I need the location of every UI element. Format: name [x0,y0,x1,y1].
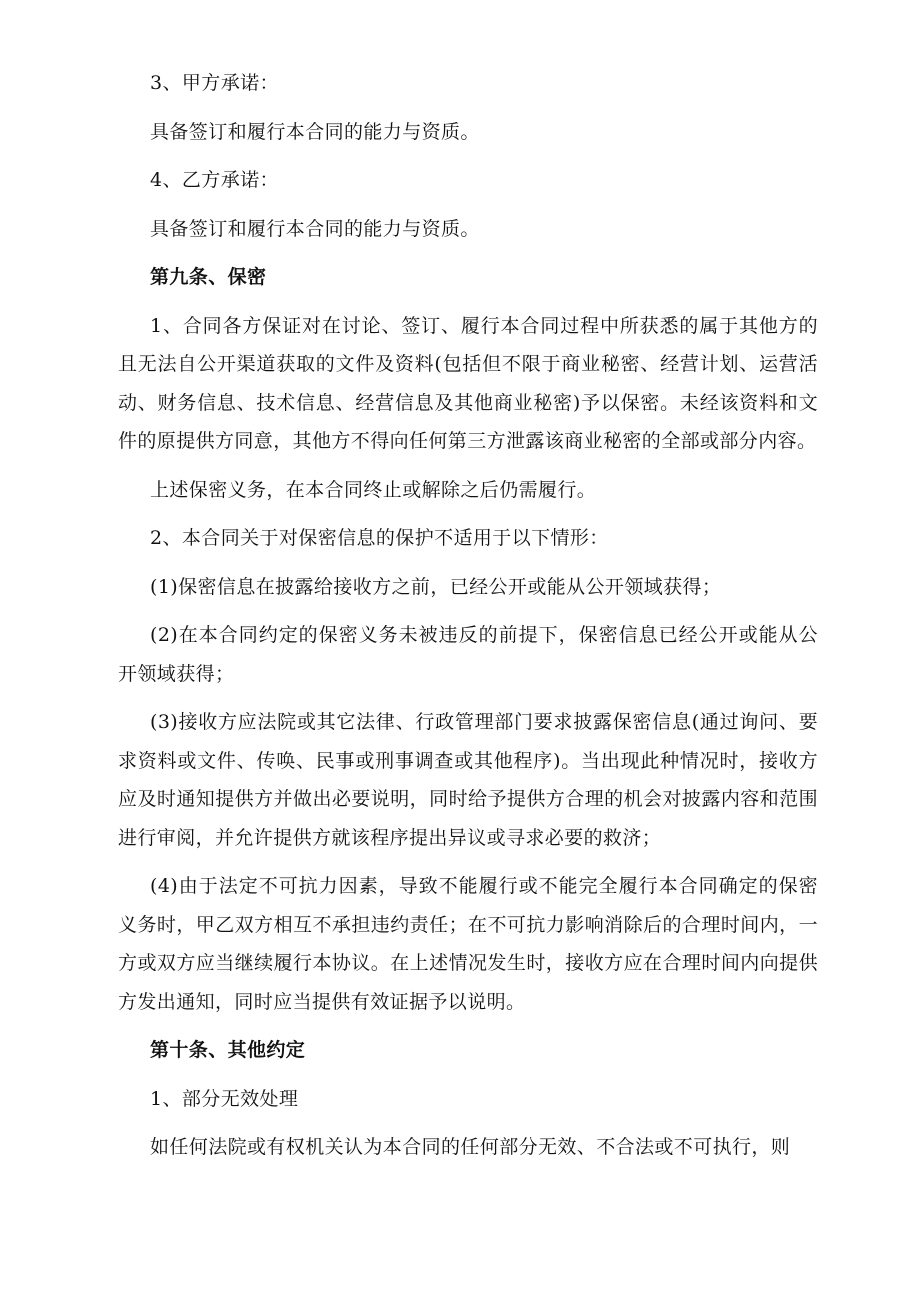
partial-invalidity-title: 1、部分无效处理 [150,1087,299,1110]
document-body [118,64,818,1177]
exception-item-1: (1)保密信息在披露给接收方之前，已经公开或能从公开领域获得； [150,575,722,598]
partial-invalidity-text: 如任何法院或有权机关认为本合同的任何部分无效、不合法或不可执行，则 [150,1136,791,1158]
article-10-heading: 第十条、其他约定 [150,1039,306,1061]
party-a-commitment-text: 具备签订和履行本合同的能力与资质。 [150,120,480,143]
exception-item-3: (3)接收方应法院或其它法律、行政管理部门要求披露保密信息(通过询问、要求资料或文件、传唤、民事或刑事调查或其他程序)。当出现此种情况时，接收方应及时通知提供方并做出必要说明，同时给予提供方合理的机会对披露内容和范围进行审阅，并允许提供方就该程序提出异议或寻求必要的救济； [118,711,818,849]
clause-3-party-a-commitment: 3、甲方承诺： [150,72,279,94]
exception-item-2: (2)在本合同约定的保密义务未被违反的前提下，保密信息已经公开或能从公开领域获得； [118,624,818,685]
clause-4-party-b-commitment: 4、乙方承诺： [150,169,279,191]
confidentiality-clause-1: 1、合同各方保证对在讨论、签订、履行本合同过程中所获悉的属于其他方的且无法自公开渠道获取的文件及资料(包括但不限于商业秘密、经营计划、运营活动、财务信息、技术信息、经营信息及其他商业秘密)予以保密。未经该资料和文件的原提供方同意，其他方不得向任何第三方泄露该商业秘密的全部或部分内容。 [118,314,818,452]
party-b-commitment-text: 具备签订和履行本合同的能力与资质。 [150,217,480,240]
article-9-heading: 第九条、保密 [150,266,267,288]
confidentiality-clause-2: 2、本合同关于对保密信息的保护不适用于以下情形： [150,527,609,549]
exception-item-4: (4)由于法定不可抗力因素，导致不能履行或不能完全履行本合同确定的保密义务时，甲乙双方相互不承担违约责任；在不可抗力影响消除后的合理时间内，一方或双方应当继续履行本协议。在上述情况发生时，接收方应在合理时间内向提供方发出通知，同时应当提供有效证据予以说明。 [118,875,818,1013]
confidentiality-survival: 上述保密义务，在本合同终止或解除之后仍需履行。 [150,478,597,501]
